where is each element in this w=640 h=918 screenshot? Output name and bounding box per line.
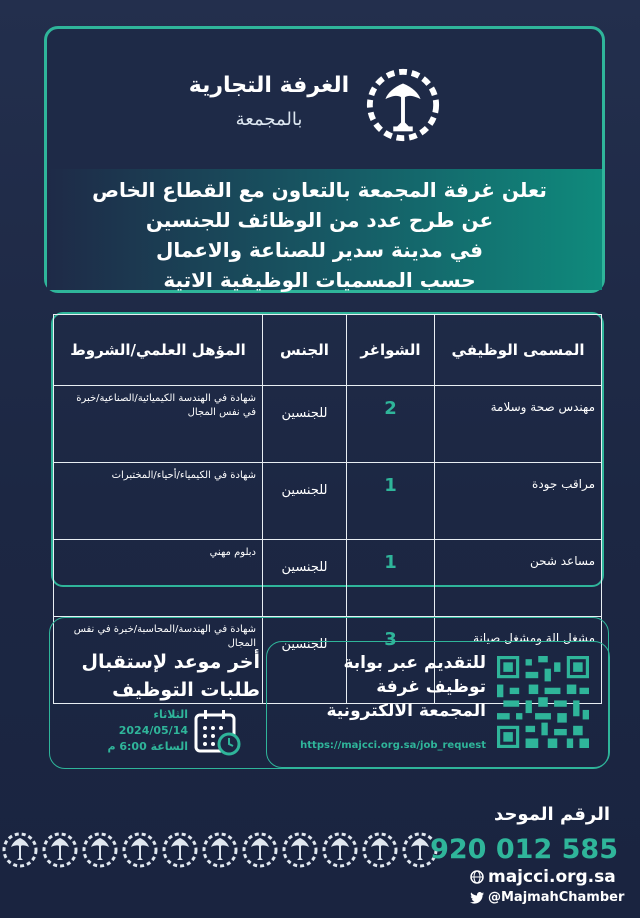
website-link[interactable] — [470, 867, 630, 887]
deadline-date: 2024/05/14 — [118, 724, 188, 737]
vacancy-count: 1 — [347, 463, 435, 540]
qualification: شهادة في الهندسة الكيميائية/الصناعية/خبرة في نفس المجال — [54, 386, 263, 463]
gender: للجنسين — [263, 617, 347, 704]
apply-line: المجمعة الالكترونية — [326, 701, 486, 721]
twitter-handle: @MajmahChamber — [488, 890, 625, 905]
gender: للجنسين — [263, 463, 347, 540]
apply-line: توظيف غرفة — [376, 677, 486, 697]
logo-subtitle: بالمجمعة — [235, 109, 303, 130]
apply-link[interactable]: https://majcci.org.sa/job_request — [300, 740, 486, 751]
unified-number-label: الرقم الموحد — [494, 804, 610, 825]
col-header-qualification: المؤهل العلمي/الشروط — [54, 315, 263, 386]
globe-icon — [470, 870, 484, 884]
qr-code-icon[interactable] — [497, 656, 589, 748]
apply-text — [296, 651, 486, 723]
vacancy-count: 3 — [347, 617, 435, 704]
vacancy-count: 1 — [347, 540, 435, 617]
job-title: مساعد شحن — [435, 540, 602, 617]
job-title: مهندس صحة وسلامة — [435, 386, 602, 463]
twitter-bird-icon — [470, 892, 484, 904]
calendar-clock-icon — [193, 708, 243, 758]
qualification: شهادة في الهندسة/المحاسبة/خبرة في نفس المجال — [54, 617, 263, 704]
headline-line: عن طرح عدد من الوظائف للجنسين — [145, 208, 494, 232]
deadline-title — [70, 648, 260, 704]
table-row — [54, 463, 602, 540]
vacancy-count: 2 — [347, 386, 435, 463]
emblem-pattern-band — [0, 828, 454, 872]
col-header-gender: الجنس — [263, 315, 347, 386]
table-header-row — [54, 315, 602, 386]
job-title: مشغل الة ومشغل صيانة — [435, 617, 602, 704]
logo-title: الغرفة التجارية — [188, 73, 350, 98]
gender: للجنسين — [263, 540, 347, 617]
website-text: majcci.org.sa — [488, 867, 616, 887]
headline-line: حسب المسميات الوظيفية الاتية — [163, 268, 476, 292]
deadline-line: طلبات التوظيف — [112, 679, 260, 701]
deadline-time: الساعة 6:00 م — [107, 740, 188, 753]
qualification: شهادة في الكيمياء/أحياء/المختبرات — [54, 463, 263, 540]
headline-line: في مدينة سدير للصناعة والاعمال — [155, 238, 484, 262]
deadline-day: الثلاثاء — [153, 708, 188, 721]
job-title: مراقب جودة — [435, 463, 602, 540]
headline-line: تعلن غرفة المجمعة بالتعاون مع القطاع الخاص — [92, 178, 547, 202]
header-banner — [44, 26, 605, 293]
jobs-table — [51, 312, 604, 652]
chamber-palm-logo-icon — [364, 65, 442, 145]
gender: للجنسين — [263, 386, 347, 463]
table-row — [54, 540, 602, 617]
col-header-count: الشواغر — [347, 315, 435, 386]
twitter-link[interactable] — [470, 890, 630, 905]
col-header-title: المسمى الوظيفي — [435, 315, 602, 386]
headline — [57, 175, 582, 295]
deadline-line: أخر موعد لإستقبال — [81, 651, 260, 673]
apply-line: للتقديم عبر بوابة — [343, 653, 486, 673]
qualification: دبلوم مهني — [54, 540, 263, 617]
unified-number[interactable]: 920 012 585 — [430, 834, 618, 865]
table-row — [54, 386, 602, 463]
